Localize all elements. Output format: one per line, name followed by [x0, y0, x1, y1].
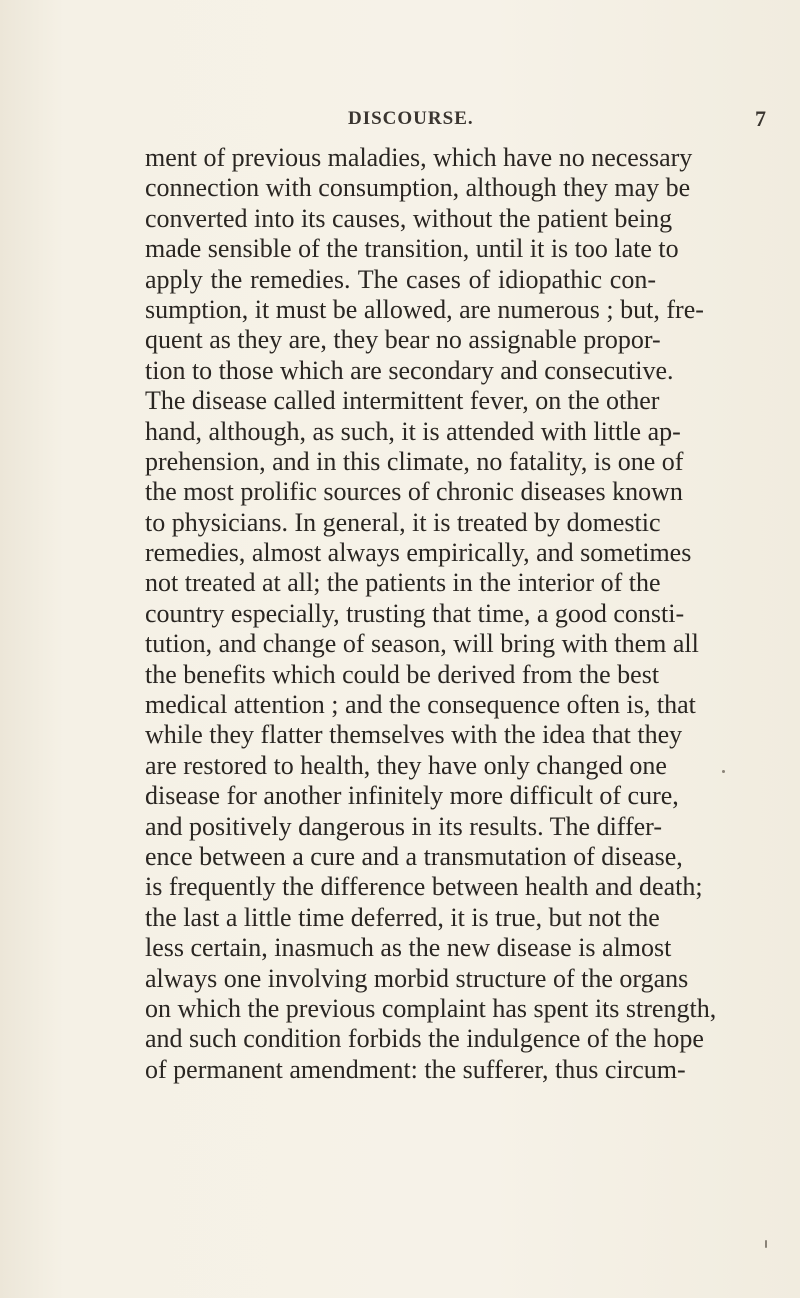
paper-speck: [722, 770, 725, 773]
text-line: disease for another infinitely more difficult of cure,: [145, 781, 679, 811]
text-line: tion to those which are secondary and consecutive.: [145, 355, 674, 385]
text-line: made sensible of the transition, until it is too late to: [145, 234, 679, 264]
text-line: of permanent amendment: the sufferer, thus circum-: [145, 1054, 686, 1084]
text-line: quent as they are, they bear no assignable propor-: [145, 325, 661, 355]
text-line: not treated at all; the patients in the interior of the: [145, 568, 661, 598]
text-line: always one involving morbid structure of the organs: [145, 963, 689, 993]
text-line: hand, although, as such, it is attended with little ap-: [145, 416, 681, 446]
text-line: connection with consumption, although they may be: [145, 173, 691, 203]
running-head: [0, 108, 800, 138]
text-line: to physicians. In general, it is treated by domestic: [145, 507, 661, 537]
text-line: converted into its causes, without the patient being: [145, 203, 673, 233]
text-line: less certain, inasmuch as the new disease is almost: [145, 933, 672, 963]
text-line: country especially, trusting that time, a good consti-: [145, 598, 685, 628]
text-line: ment of previous maladies, which have no necessary: [145, 143, 693, 172]
text-line: apply the remedies. The cases of idiopathic con-: [145, 264, 656, 294]
text-line: ence between a cure and a transmutation of disease,: [145, 841, 683, 871]
page-number: 7: [755, 106, 766, 131]
body-text: [145, 143, 785, 1085]
text-line: the most prolific sources of chronic diseases known: [145, 477, 683, 507]
text-line: sumption, it must be allowed, are numerous ; but, fre-: [145, 294, 704, 324]
paper-speck: [765, 1240, 767, 1248]
text-line: are restored to health, they have only changed one: [145, 750, 667, 780]
text-line: is frequently the difference between health and death;: [145, 872, 703, 902]
text-line: The disease called intermittent fever, on the other: [145, 386, 660, 416]
text-line: tution, and change of season, will bring with them all: [145, 629, 699, 659]
running-title: DISCOURSE.: [348, 108, 474, 129]
text-line: and such condition forbids the indulgence of the hope: [145, 1024, 704, 1054]
text-line: remedies, almost always empirically, and sometimes: [145, 538, 692, 568]
text-line: the benefits which could be derived from the best: [145, 659, 660, 689]
text-line: the last a little time deferred, it is true, but not the: [145, 902, 660, 932]
text-line: prehension, and in this climate, no fatality, is one of: [145, 446, 684, 476]
text-line: on which the previous complaint has spent its strength,: [145, 993, 717, 1023]
text-line: medical attention ; and the consequence often is, that: [145, 690, 696, 720]
text-line: while they flatter themselves with the idea that they: [145, 720, 683, 750]
text-line: and positively dangerous in its results. The differ-: [145, 811, 662, 841]
